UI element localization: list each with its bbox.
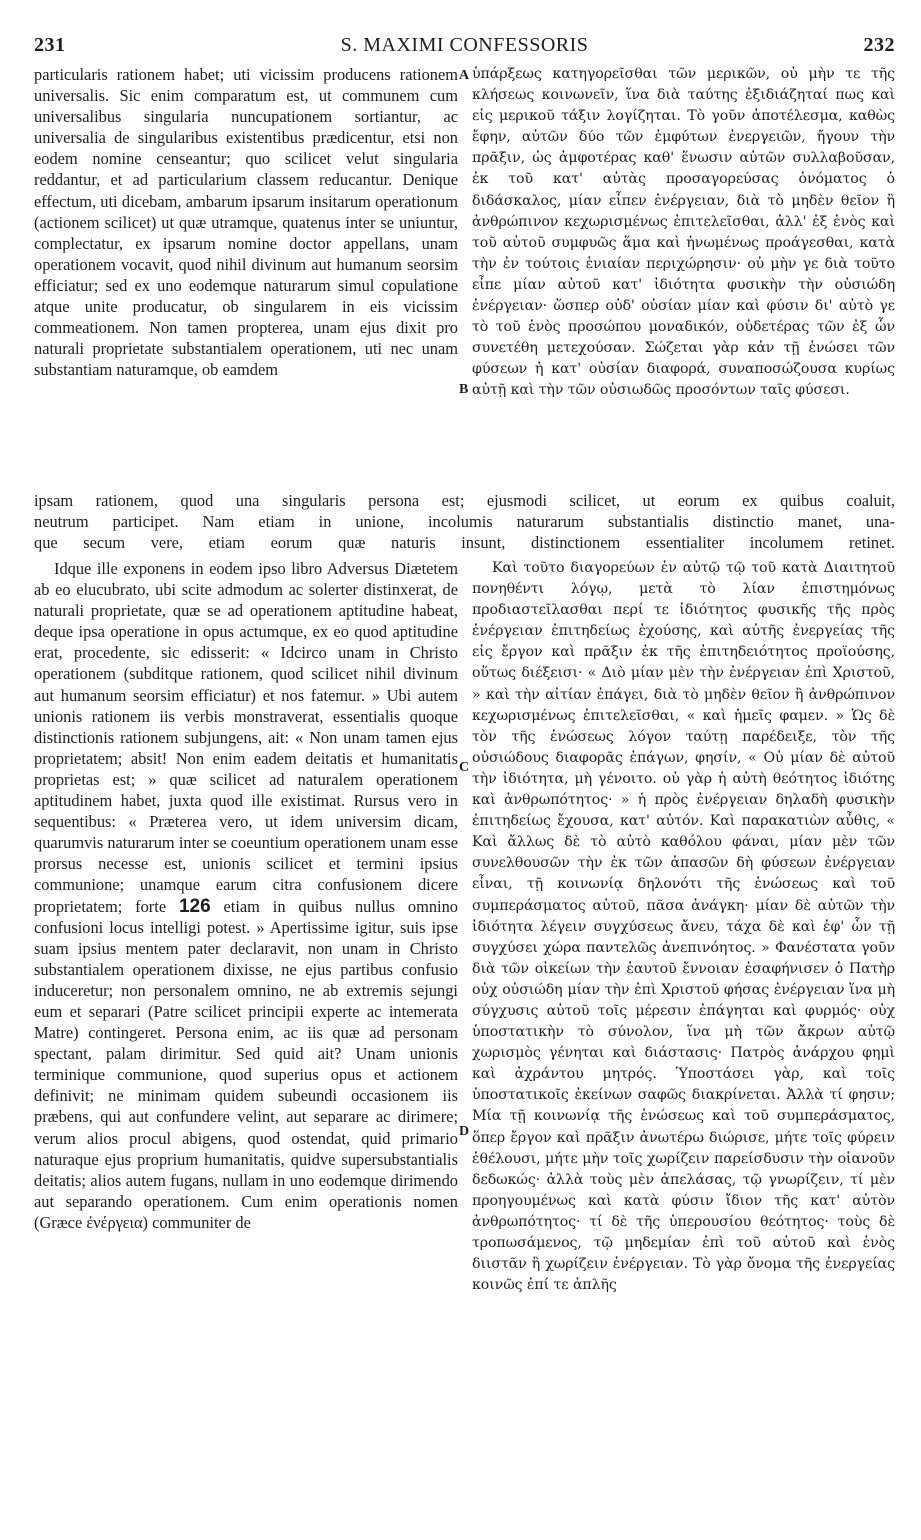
page-number-right: 232: [863, 34, 895, 56]
latin-paragraph-top: particularis rationem habet; uti vicissim producens rationem universalis. Sic enim comparatum est, ut communem cum universalibus singularia nuncupationem sortiantur, ac universalia de singularibus existentibus prædicentur, etsi non eodem nomine censeantur; quo scilicet velut singularia reddantur, et ad particularium classem reducantur. Denique effectum, uti dicebam, ambarum ipsarum insitarum operationum (actionem scilicet) ut quæ utramque, quatenus inter se uniuntur, complectatur, ex ipsarum nomine doctor appellans, unam operationem vocavit, quod nihil divinum aut humanum seorsim efficiatur; sed ex uno eodemque naturarum simul copulatione atque unite producatur, ob singularem in eis vicissim commeationem. Non tamen propterea, unam ejus dixit pro naturali proprietate substantialem operationem, uti nec unam substantiam naturamque, ob eamdem: [34, 65, 458, 380]
greek-column-bottom: [472, 558, 895, 1498]
greek-paragraph-top: ὑπάρξεως κατηγορεῖσθαι τῶν μερικῶν, οὐ μὴν τε τῆς κλήσεως κοινωνεῖν, ἵνα διὰ ταύτης ἐξιδιάζηταί πως καὶ εἰς μερικοῦ τάξιν λογίζηται. Τὸ γοῦν ἀποτέλεσμα, καθὼς ἔφην, αὐτῶν δύο τῶν ἐμφύτων ἐνεργειῶν, ἤγουν τὴν πρᾶξιν, ὡς ἀμφοτέρας καθ' ἕνωσιν αὐτῶν συλλαβοῦσαν, ἐκ τοῦ κατ' αὐτὰς προσαγορεύσας ὀνόματος ὁ διδάσκαλος, μίαν εἶπεν ἐνέργειαν, διὰ τὸ μηδὲν θεῖον ἢ ἀνθρώπινον κεχωρισμένως ἐπιτελεῖσθαι, ἀλλ' ἐξ ἑνὸς καὶ τοῦ αὐτοῦ συμφυῶς ἅμα καὶ ἡνωμένως προάγεσθαι, κατὰ τὴν ἐν τούτοις ἑνιαίαν περιχώρησιν· οὐ μὴν γε διὰ τοῦτο εἶπε μίαν αὐτοῦ κατ' ἰδιότητα φυσικὴν τὴν οὐσιώδη ἐνέργειαν· ὥσπερ οὐδ' οὐσίαν μίαν καὶ φύσιν δι' αὐτὸ γε τὸ τοῦ ἑνὸς προσώπου μοναδικόν, οὐδετέρας τῶν ἐξ ὧν συνετέθη μετεχούσαν. Σώζεται γὰρ κἀν τῇ ἑνώσει τῶν φύσεων ἡ κατ' οὐσίαν διαφορά, συναποσώζουσα κυρίως αὐτῇ καὶ τὴν τῶν οὐσιωδῶς προσόντων ταῖς φύσεσι.: [472, 66, 895, 399]
column-number: 126: [178, 895, 211, 917]
page-header: [34, 34, 895, 64]
latin-text-before-number: Idque ille exponens in eodem ipso libro Adversus Diætetem ab eo elucubrato, ubi scite admodum ac solerter distinxerat, de naturali proprietate, quæ se ad operationem aptitudine habeat, deque ipsa operatione in opus actumque, ex eo quod aptitudine erat, procedente, sic edisserit: « Idcirco unam in Christo operationem (subditque rationem, quod scilicet nihil divinum aut humanum seorsim efficiatur) et nos fatemur. » Ubi autem unionis rationem iis verbis monstraverat, essentialis quoque distinctionis rationem subjungens, ait: « Non unam tamen ejus proprietatem; absit! Non enim eadem deitatis et humanitatis proprietas est; » quæ scilicet ad naturalem operationem aptitudinem habet, juxta quod ille existimat. Rursus vero in sequentibus: « Præterea vero, ut idem universim dicam, quarumvis naturarum inter se coeuntium operationem unam esse prorsus necesse est, unionis scilicet et termini ipsius communione; unamque earum citra confusionem dicere proprietatem; forte: [34, 559, 458, 916]
full-width-continuation: [34, 490, 895, 553]
latin-text-after-number: etiam in quibus nullus omnino confusioni locus intelligi potest. » Apertissime igitur, suis ipse suam ipsius mentem pater declaravit, non unam in Christo substantialem operationem dixisse, ne ejus partibus confusio induceretur; non personalem omnino, ne ab extremis sejungi eum et separari (Patre scilicet principii experte ac intemerata Matre) contingeret. Persona enim, ac iis quæ ad personam spectant, palam dirimitur. Sed quid ait? Unam unionis terminique communione, quod superius opus et actionem definivit; ne minimam quidem subeundi occasionem iis præbens, qui aut confundere velint, aut separare ac dirimere; verum alios procul abigens, quod ostendat, quid primario naturaque ejus proprium humanitatis, quidve supersubstantialis deitatis; alios autem fugans, nullam in uno eodemque dirimendo aut separando operationem. Cum enim operationis nomen (Græce ἐνέργεια) communiter de: [34, 896, 458, 1232]
latin-paragraph-bottom: [34, 558, 458, 1233]
section-marker-b: B: [459, 382, 469, 397]
section-marker-a: A: [459, 68, 470, 83]
continuation-line: ipsam rationem, quod una singularis persona est; ejusmodi scilicet, ut eorum ex quibus coaluit,: [34, 491, 895, 510]
continuation-line: neutrum participet. Nam etiam in unione, incolumis naturarum substantialis distinctio manet, una-: [34, 512, 895, 532]
page-number-left: 231: [34, 34, 66, 56]
running-title: S. MAXIMI CONFESSORIS: [340, 34, 589, 56]
section-marker-c: C: [459, 760, 470, 775]
section-marker-d: D: [459, 1124, 470, 1139]
latin-column-top: [34, 64, 458, 488]
greek-column-top: [472, 64, 895, 488]
greek-paragraph-bottom: Καὶ τοῦτο διαγορεύων ἐν αὐτῷ τῷ τοῦ κατὰ Διαιτητοῦ πονηθέντι λόγῳ, μετὰ τὸ λίαν ἐπιστημόνως προδιαστεῖλασθαι περί τε ἰδιότητος φυσικῆς τῆς πρὸς ἐνέργειαν ἐπιτηδείως ἐχούσης, καὶ αὐτῆς ἐνεργείας τῆς εἰς ἔργον καὶ πρᾶξιν ἐκ τῆς ἐπιτηδειότητος προϊούσης, οὕτως διέξεισι· « Διὸ μίαν μὲν τὴν ἐνέργειαν ἐπὶ Χριστοῦ, » καὶ τὴν αἰτίαν ἐπάγει, διὰ τὸ μηδὲν θεῖον ἢ ἀνθρώπινον κεχωρισμένως ἐπιτελεῖσθαι, « καὶ ἡμεῖς φαμεν. » Ὡς δὲ τὸν τῆς ἑνώσεως λόγον ταύτῃ παρέδειξε, τὸν τῆς οὐσιώδους διαφορᾶς ἐπάγων, φησίν, « Οὐ μίαν δὲ αὐτοῦ τὴν ἰδιότητα, μὴ γένοιτο. οὐ γὰρ ἡ αὐτὴ θεότητος ἰδιότης καὶ ἀνθρωπότητος· » ἡ πρὸς ἐνέργειαν δηλαδὴ φυσικὴν ἐπιτηδείως ἔχουσα, κατ' αὐτόν. Καὶ παρακατιὼν αὖθις, « Καὶ ἄλλως δὲ τὸ αὐτὸ καθόλου φάναι, μίαν μὲν τῶν συνελθουσῶν τὴν ἐκ τῶν ἁπασῶν δὴ φύσεων ἐνέργειαν εἶναι, τῇ κοινωνίᾳ δηλονότι τῆς ἑνώσεως καὶ τοῦ συμπεράσματος αὐτοῦ, πᾶσα ἀνάγκη· μίαν δὲ αὐτῶν τὴν ἰδιότητα λέγειν συγχύσεως ἄνευ, τάχα δὲ καὶ ἐφ' ὧν τῇ συγχύσει χώρα παντελῶς ἀνεπινόητος. » Φανέστατα γοῦν διὰ τῶν οἰκείων τὴν ἑαυτοῦ ἔννοιαν ἐσαφήνισεν ὁ Πατὴρ οὐχ οὐσιώδη μίαν τὴν ἐπὶ Χριστοῦ φήσας ἐνέργειαν ἵνα μὴ σύγχυσις αὐτοῦ τοῖς μέρεσιν ἐπάγηται καὶ φυρμός· οὐχ ὑποστατικὴν τὸ σύνολον, ἵνα μὴ τῶν ἄκρων αὐτῷ χωρισμὸς γένηται καὶ διάστασις· Πατρὸς ἀνάρχου φημὶ καὶ ἀχράντου μητρός. Ὑποστάσει γὰρ, καὶ τοῖς ὑποστατικοῖς ἐκείνων σαφῶς διακρίνεται. Ἀλλὰ τί φησιν; Μία τῇ κοινωνίᾳ τῆς ἑνώσεως καὶ τοῦ συμπεράσματος, ὅπερ ἔργον καὶ πρᾶξιν ἀνωτέρω διώρισε, μήτε τοῖς φύρειν ἐθέλουσι, μήτε μὴν τοῖς χωρίζειν παρείσδυσιν τὴν οἱανοῦν δεδωκώς· ἀλλὰ τοὺς μὲν ἀπελάσας, τῷ γνωρίζειν, τί μὲν προηγουμένως καὶ κατὰ φύσιν ἴδιον τῆς κατ' αὐτὸν ἀνθρωπότητος· τί δὲ τῆς ὑπερουσίου θεότητος· τοὺς δὲ τροπωσάμενος, τῷ μηδεμίαν ἐπὶ τοῦ αὐτοῦ καὶ ἑνὸς διιστᾶν ἢ χωρίζειν ἐνέργειαν. Τὸ γὰρ ὄνομα τῆς ἐνεργείας κοινῶς ἐπί τε ἁπλῆς: [472, 560, 895, 1294]
continuation-line: que secum vere, etiam eorum quæ naturis insunt, distinctionem essentialiter incolumem retinet.: [34, 533, 895, 553]
latin-column-bottom: [34, 558, 458, 1498]
